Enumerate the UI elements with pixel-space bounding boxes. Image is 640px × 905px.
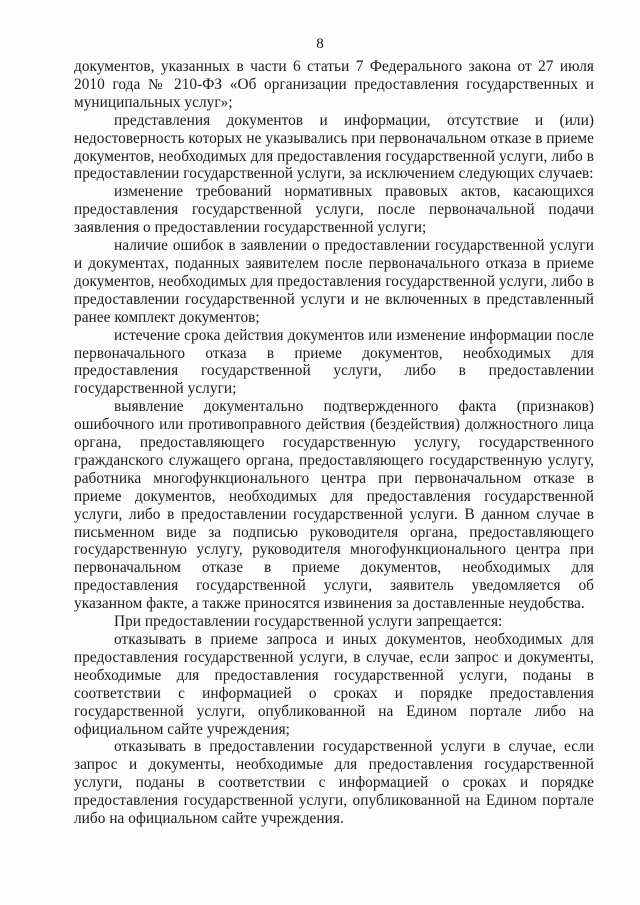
- paragraph-expiry: истечение срока действия документов или изменение информации после первоначального отказа в приеме документов, необходимых для предоставления государственной услуги, либо в предоставлении государственной услуги;: [74, 326, 594, 398]
- paragraph-refuse-provision: отказывать в предоставлении государственной услуги в случае, если запрос и документы, необходимые для предоставления государственной услуги, поданы в соответствии с информацией о сроках и порядке предоставления государственной услуги, опубликованной на Едином портале либо на официальном сайте учреждения.: [74, 738, 594, 828]
- paragraph-continuation: документов, указанных в части 6 статьи 7 Федерального закона от 27 июля 2010 года № 210-ФЗ «Об организации предоставления государственных и муниципальных услуг»;: [74, 58, 594, 111]
- paragraph-requirements-change: изменение требований нормативных правовых актов, касающихся предоставления государственной услуги, после первоначальной подачи заявления о предоставлении государственной услуги;: [74, 183, 594, 237]
- document-body: [74, 58, 594, 828]
- paragraph-refuse-acceptance: отказывать в приеме запроса и иных документов, необходимых для предоставления государственной услуги, в случае, если запрос и документы, необходимые для предоставления государственной услуги, поданы в соответствии с информацией о сроках и порядке предоставления государственной услуги, опубликованной на Едином портале либо на официальном сайте учреждения;: [74, 631, 594, 738]
- paragraph-errors-in-application: наличие ошибок в заявлении о предоставлении государственной услуги и документах, поданных заявителем после первоначального отказа в приеме документов, необходимых для предоставления государственной услуги, либо в предоставлении государственной услуги и не включенных в представленный ранее комплект документов;: [74, 237, 594, 326]
- paragraph-documents-info: представления документов и информации, отсутствие и (или) недостоверность которых не указывались при первоначальном отказе в приеме документов, необходимых для предоставления государственной услуги, либо в предоставлении государственной услуги, за исключением следующих случаев:: [74, 111, 594, 183]
- paragraph-prohibited-intro: При предоставлении государственной услуги запрещается:: [114, 613, 503, 631]
- page-number: 8: [316, 36, 324, 52]
- paragraph-erroneous-action: выявление документально подтвержденного факта (признаков) ошибочного или противоправного действия (бездействия) должностного лица органа, предоставляющего государственную услугу, государственного гражданского служащего органа, предоставляющего государственную услугу, работника многофункционального центра при первоначальном отказе в приеме документов, необходимых для предоставления государственной услуги, либо в предоставлении государственной услуги. В данном случае в письменном виде за подписью руководителя органа, предоставляющего государственную услугу, руководителя многофункционального центра при первоначальном отказе в приеме документов, необходимых для предоставления государственной услуги, заявитель уведомляется об указанном факте, а также приносятся извинения за доставленные неудобства.: [74, 398, 594, 613]
